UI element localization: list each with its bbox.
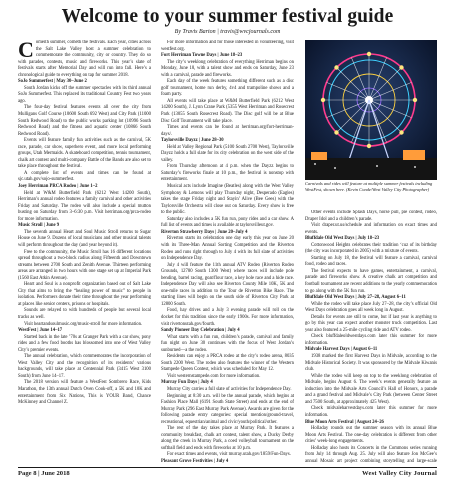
body-paragraph: Check midvaleharvestdays.com later this summer for more information. [305,406,437,418]
festival-subheading: Pleasant Grove Festivities | July 4 [161,459,229,464]
publication-name: West Valley City Journal [362,470,437,477]
body-paragraph: Food, hay drives and a July 3 evening parade will roll on the docket for this tradition since the early 1900s. For more information, visit rivertonutah.gov/fourth. [161,308,294,327]
body-paragraph: The four-day festival features events all over the city from Mulligans Golf Course (10600 South 692 West) and City Park (11000 South Redwood Road) to the public works parking lot (10996 South Redwood Road) and the fitness and aquatic center (10866 South Redwood Road). [18,105,151,137]
body-paragraph: The seventh annual Heart and Soul Music Stroll returns to Sugar House on June 9. Dozens of local musicians and other musical talents will perform throughout the day (and year beyond it). [18,229,151,248]
body-paragraph: While the rodeo will take place July 27–28, the city’s official Old West Days celebration goes all week long in August. [305,301,437,314]
body-paragraph: The city’s weeklong celebration of everything Herriman begins on Monday, June 18, with a talent show and ends on Saturday, June 23 with a carnival, parade and fireworks. [161,59,294,78]
page-number: Page 8 [18,470,37,477]
body-paragraph: The annual celebration, which commemorates the incorporation of West Valley City and the recognition of its residents’ various backgrounds, will take place at Centennial Park (3415 West 3100 South) from June 14–17. [18,354,151,379]
body-paragraph: Saturday also includes a 5K fun run, pony rides and a car show. A full list of events and times is available at taylorsvilleut.gov. [161,216,294,229]
lead-paragraph: Comeith summer, cometh the festivals. Each year, cities across the Salt Lake Valley host a summer celebration to commemorate the community, city or country. They do so with parades, contests, music and fireworks. This year’s slate of festivals starts after Memorial Day and will run into fall. Here’s a chronological guide to everything on tap for summer 2018. [18,40,151,78]
ferris-wheel-photo [305,40,437,180]
body-paragraph: Starting on July 18, the festival will feature a carnival, carnival food, rodeo and races. [305,255,437,268]
body-paragraph: Details for events are still to come, but if last year is anything to go by this year can expect another monster truck competition. Last year also featured a 25-mile cycling ride and ATV rodeo. [305,314,437,333]
article-column-3 [305,210,437,464]
body-paragraph: Other events include Splash Days, horse pull, pie contest, rodeo, Draper Idol and a children’s parade. [305,210,437,222]
festival-subheading: Riverton Strawberry Days | June 20–July 4 [161,229,248,235]
body-paragraph: Started back in the late ’70s at Granger Park with a car show, pony rides and a few food booths has blossomed into one of West Valley City’s premier events. [18,334,151,353]
body-paragraph: Visit heartandsoulmusic.org/music-stroll for more information. [24,321,143,327]
body-paragraph: A complete list of events and times can be found at sjc.utah.gov/sojo-summerfest. [18,170,151,183]
body-paragraph: Events will feature family fun activities such as the carnival, 5K race, parade, car show, superhero event, and more local performing groups, Utah Mermaids. A skateboard competition, tennis tournament, chalk art contest and multi-company Battle of the Bands are also set to take place throughout the festival. [18,138,151,170]
article-column-1 [18,40,151,464]
ferris-wheel-illustration [305,40,437,180]
body-paragraph: Holladay rounds out the summer season with its annual Blue Moon Arts Festival. The one-day celebration is different from other cities’ week-long engagements. [305,426,437,445]
body-paragraph: July 4 will feature the 11th annual ATV Rodeo (Riverton Rodeo Grounds, 12780 South 1300 West) where races will include pole bending, barrel racing, goat/flour race, a key hole race and a hide race. Independence Day will also see Riverton County Mile 10K, 5K and one-mile races in addition to the Tour de Riverton Bike Race. The starting lines will begin on the south side of Riverton City Park at 12800 South. [161,262,294,307]
article-column-2 [161,40,294,464]
body-paragraph: Visit draper.ut.us/schedule and information on exact times and events. [305,223,437,235]
footer-separator: | [38,470,42,477]
festival-subheading: Taylorsville Dayzz | June 28–30 [161,138,224,144]
issue-date: June 2018 [41,470,70,477]
body-paragraph: Held at Valley Regional Park (5100 South 2700 West), Taylorsville Dayzz holds a full slate for its city celebration on the west side of the valley. [161,144,294,163]
body-paragraph: Times and events can be found at herriman.org/fort-herriman-days/. [161,125,294,137]
drop-cap: C [18,40,34,62]
body-paragraph: 1938 marked the first Harvest Days in Midvale, according to the Midvale Historical Society. It was sponsored by the Midvale Kiwanis club. [305,354,437,373]
body-paragraph: Visit westernstampede.com for more information. [167,373,261,379]
body-paragraph: What starts with a fun run, children’s parade, carnival and family fun night on June 30 continues with the focus of West Jordan’s sunburned—a the rodeo. [161,334,294,353]
article-title: Welcome to your summer festival guide [61,6,394,27]
photo-caption: Carnivals and rides will feature at multiple summer festivals including WestFest, shown here. (Kevin Conde/West Valley City Photographer) [305,181,433,192]
body-paragraph: All events will take place at W&M Butterfield Park (6212 West 14200 South), J. Lynn Crane Park (5355 West Herriman and Rosecrest Park (13055 South Rosecrest Road). The Disc golf will be at Blue Disc Golf Tournament will take place. [161,98,294,124]
body-paragraph: Each day of the week features something different such as a disc golf tournament, home run derby, 4v4 and trampoline shows and a foam party. [161,79,294,98]
article-byline: By Travis Barton | travis@wvcjournals.com [174,29,281,35]
body-paragraph: Beginning at 8:30 a.m. will be the annual parade, which begins at Fashion Place Mall (6191 South State Street) and ends at the end of Murray Park (296 East Murray Park Avenue). Awards are given for the following parade entry categories: special mention/ground-travel, recreational, equestrian/animal and civic/youth/political/other. [161,393,294,425]
body-paragraph: Holladay also hosts its Concerts in the Commons series running from July 14 through Aug. 25. July will also feature Jon McGee’s annual Mosaic art project combining storytelling and large-scale [305,445,437,464]
body-paragraph: Free to the community, the Music Stroll has 16 different locations spread throughout a two-block radius along Fifteenth and Downtown streams between 2700 South and Zenith Avenue. Thirteen performing areas are arranged in two hours with one stage set up at Imperial Park (1560 East Atkin Avenue). [18,249,151,281]
body-paragraph: From Thursday afternoon at 4 p.m. when the Dayzz begins to Saturday’s fireworks finale at 10 p.m., the festival is nonstop with entertainment. [161,164,294,183]
body-paragraph: Sounds are relayed to with hundreds of people but several local tracks as well. [18,308,151,320]
festival-subheading: Bluffdale Old West Days | July 18–23 [305,236,380,242]
body-paragraph: Cottonwood Heights celebrates their tradition ‘cuz of its birthday (the city was incorporated in 2005) with a mixture of events. [305,242,437,255]
body-paragraph: Musical acts include Imagine (Beatles) along with the West Valley Symphony & Lemons will play Thursday night, Desperado (Eagles) takes the stage Friday night and Stayin’ Alive (Bee Gees) with the Taylorsville Orchestra will close out on Saturday. Every show is free to the public. [161,184,294,216]
festival-subheading: Bluffdale Old West Days | July 27–28, August 6–11 [305,295,406,301]
body-paragraph: For exact times and events, visit murray.utah.gov/1859/Fun-Days. [167,452,291,458]
festival-subheading: WestFest | June 14–17 [18,328,63,334]
body-paragraph: While the rodeo will keep on top to the weeklong celebration of Midvale, begins August 6. The week’s events generally feature an induction into the Midvale Arts Council’s Hall of Honors, a parade and a grand festival and Midvale’s City Park (between Center Street and 7500 South, at approximately 425 West). [305,373,437,405]
festival-subheading: SoJo Summerfest | May 30–June 2 [18,79,87,85]
body-paragraph: Check bluffdaleoldwestdays.com later this summer for more information. [305,334,437,346]
body-paragraph: Murray City carries a full slate of activities for Independence Day. [167,386,292,392]
footer-page-issue [18,470,70,477]
body-paragraph: For more information and for those interested in volunteering, visit westfest.org. [161,40,294,52]
festival-subheading: Sandy Pioneer Day Celebration | July 4 [161,328,240,334]
festival-subheading: Fort Herriman Towne Days | June 18–23 [161,53,243,59]
festival-subheading: Music Stroll | June 9 [18,223,60,229]
body-paragraph: South Jordan kicks off the summer spectacles with its third annual SoJo Summerfest. This replaced its traditional Country Fest two years ago. [18,85,151,104]
body-paragraph: Heart and Soul is a nonprofit organization based out of Salt Lake City that aims to bring the “healing power of music” to people in isolation. Performers donate their time throughout the year performing at places like senior centers, prisons or hospitals. [18,282,151,307]
body-paragraph: Residents can enjoy a PRCA rodeo at the city’s rodeo arena, 8035 South 2200 West. The rodeo also features the winner of the Western Stampede Queen Contest, which was scheduled for May 12. [161,354,294,373]
body-paragraph: Held at W&M Butterfield Park (6212 West 14200 South), Herriman’s annual rodeo features a family carnival and other activities Friday and Saturday. The rodeo will also include a special mutton busting on Saturday from 3–6:30 p.m. Visit herriman.org/prca-rodeo for more information. [18,190,151,222]
festival-subheading: Joey Herriman PRCA Rodeo | June 1–2 [18,184,98,190]
body-paragraph: The 2018 version will feature a WestFest Sombrero Race, Kids Marathon, the 13th annual Dutch Oven Cook-off, a 5K and 10K and entertainment from Six Nations, This is YOUR Band, Chance McKinney and Channel Z. [18,380,151,406]
festival-subheading: Midvale Harvest Days | August 6–11 [305,347,378,353]
body-paragraph: The rest of the day takes place at Murray Park. It features a community breakfast, chalk art contest, talent show, a Ducky Derby along the creek in Murray Park, a coed volleyball tournament on the softball field and ends with fireworks at 10 p.m. [161,426,294,451]
festival-subheading: Murray Fun Days | July 4 [161,380,213,386]
festival-subheading: Blue Moon Arts Festival | August 24–26 [305,419,384,425]
footer-divider [18,467,437,468]
body-paragraph: The festival expects to have games, entertainment, a carnival, parade and fireworks show. A creative chalk art competition and football tournament are recent additions to the yearly commemoration to go along with the 5K fun run. [305,268,437,294]
body-paragraph: Riverton starts its celebration one day early this year on June 20 with its Three-Man Annual Sorting Competition and the Riverton Rodeo and runs right through to July 4 with its full slate of activities on Independence Day. [161,236,294,262]
